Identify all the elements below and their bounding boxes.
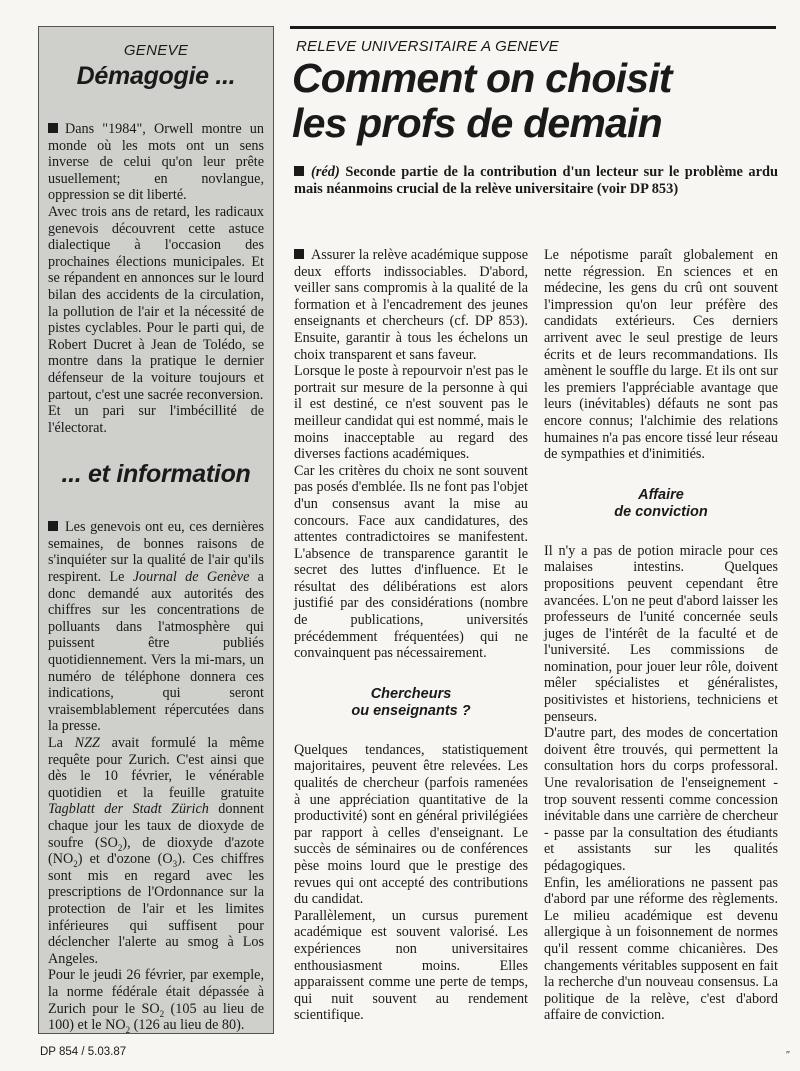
subhead-affaire: Affaire de conviction: [614, 486, 708, 520]
top-rule: [290, 26, 776, 29]
sidebar-text-2: [48, 519, 264, 1033]
sidebar-title: Démagogie ...: [76, 62, 236, 90]
sidebar-box: [38, 26, 274, 1034]
issue-footer: DP 854 / 5.03.87: [40, 1046, 127, 1058]
paragraph: Pour le jeudi 26 février, par exemple, la norme fédérale était dépassée à Zurich pour le $SO_2$ (105 au lieu de 100) et le $NO_2$ (126 au lieu de 80).: [48, 967, 265, 1035]
column-1: [294, 247, 528, 1024]
article-kicker: RELEVE UNIVERSITAIRE A GENEVE: [296, 38, 559, 55]
paragraph: La NZZ avait formulé la même requête pour Zurich. C'est ainsi que dès le 10 février, le vénérable quotidien et la feuille gratuite Tagblatt der Stadt Zürich donnent chaque jour les taux de dioxyde de soufre $(SO_2)$, de dioxyde d'azote $(NO_2)$ et d'ozone $(O_3)$. Ces chiffres sont mis en regard avec les prescriptions de l'Ordonnance sur la protection de l'air et les limites inférieures qui suffisent pour déclencher l'alerte au smog à Los Angeles.: [48, 735, 265, 967]
paragraph: Dans "1984", Orwell montre un monde où les mots ont un sens inverse de celui qu'on leur prête usuellement; en novlangue, oppression se dit liberté.: [48, 121, 264, 204]
bullet-square-icon: [294, 249, 304, 259]
paragraph: Lorsque le poste à repourvoir n'est pas le portrait sur mesure de la personne à qui il est destiné, ce n'est souvent pas le meilleur candidat qui est nommé, mais le moins inacceptable au regard des diverses factions académiques.: [294, 363, 528, 463]
sidebar-kicker: GENEVE: [123, 42, 189, 59]
bullet-square-icon: [48, 123, 58, 133]
bullet-square-icon: [294, 166, 304, 176]
paragraph: Enfin, les améliorations ne passent pas d'abord par une réforme des règlements. Le milieu académique est devenu allergique à un foisonnement de normes qu'il ressent comme chicanières. Des changements véritables supposent en fait la recherche d'un nouveau consensus. La politique de la relève, c'est d'abord affaire de conviction.: [544, 874, 778, 1024]
corner-mark: ″: [786, 1050, 791, 1061]
paragraph: Parallèlement, un cursus purement académique est souvent valorisé. Les expériences non universitaires enthousiasment moins. Elles apparaissent comme une perte de temps, qui nuit souvent au rendement scientifique.: [294, 907, 528, 1024]
paragraph: Les genevois ont eu, ces dernières semaines, de bonnes raisons de s'inquiéter sur la qualité de l'air qu'ils respirent. Le Journal de Genève a donc demandé aux autorités des chiffres sur les concentrations de polluants dans l'atmosphère qui puissent être publiés quotidiennement. Vers la mi-mars, un numéro de téléphone donnera ces indications, qui seront vraisemblablement répercutées dans la presse.: [48, 519, 264, 735]
subhead-chercheurs: Chercheurs ou enseignants ?: [351, 685, 471, 719]
paragraph: Car les critères du choix ne sont souvent pas posés d'emblée. Ils ne font pas l'objet d'un consensus avant la mise au concours. Face aux candidatures, des attentes contradictoires se manifestent. L'absence de transparence garantit le secret des luttes d'influence. Et le résultat des délibérations est alors justifié par des considérations (nombre de publications, universités précédemment fréquentées) qui ne convainquent pas nécessairement.: [294, 462, 528, 662]
paragraph: Et un pari sur l'imbécillité de l'électorat.: [48, 403, 264, 436]
paragraph: Avec trois ans de retard, les radicaux genevois découvrent cette astuce dialectique à l'occasion des prochaines élections municipales. Et se répandent en annonces sur le lourd bilan des accidents de la circulation, la pollution de l'air et la nécessité de pistes cyclables. Pour le parti qui, de Robert Ducret à Jean de Tolédo, se montre dans la pratique le dernier défenseur de la voiture toujours et partout, c'est une sacrée reconversion.: [48, 203, 264, 403]
paragraph: Il n'y a pas de potion miracle pour ces malaises intestins. Quelques propositions peuvent cependant être avancées. L'on ne peut d'abord laisser les professeurs de l'unité concernée seuls juges de l'intérêt de la faculté et de l'université. Les commissions de nomination, pour jouer leur rôle, doivent mêler spécialistes et généralistes, positivistes et historiens, techniciens et penseurs.: [544, 542, 778, 725]
paragraph: Assurer la relève académique suppose deux efforts indissociables. D'abord, veiller sans compromis à la qualité de la formation et à l'encadrement des jeunes enseignants et chercheurs (cf. DP 853). Ensuite, garantir à tous les échelons un choix transparent et sans faveur.: [294, 247, 528, 363]
paragraph: Quelques tendances, statistiquement majoritaires, peuvent être relevées. Les qualités de chercheur (parfois ramenées à une appréciation quantitative de la productivité) sont en général privilégiées par rapport à celles d'enseignant. Le succès de séminaires ou de conférences pèse moins lourd que le prestige des revues qui ont accepté des contributions du candidat.: [294, 741, 528, 908]
sidebar-text-1: [48, 121, 264, 436]
paragraph: Le népotisme paraît globalement en nette régression. En sciences et en médecine, les gens du crû ont souvent l'impression qu'on leur préfère des candidats extérieurs. Ces derniers arrivent avec le seul prestige de leurs écrits et de leurs recommandations. Ils amènent le souffle du large. Et ils ont sur les premiers l'appréciable avantage que leurs (inévitables) défauts ne sont pas encore connus; l'alchimie des relations humaines n'a pas encore tissé leur réseau de sympathies et d'inimitiés.: [544, 247, 778, 463]
article-headline: Comment on choisit les profs de demain: [292, 55, 672, 146]
bullet-square-icon: [48, 521, 58, 531]
article-lead: (réd) Seconde partie de la contribution d'un lecteur sur le problème ardu mais néanmoins crucial de la relève universitaire (voir DP 853): [294, 164, 778, 197]
paragraph: D'autre part, des modes de concertation doivent être trouvés, qui permettent la consultation hors du corps professoral. Une revalorisation de l'enseignement - trop souvent ressenti comme concession inévitable dans une carrière de chercheur - passe par la consultation des étudiants et assistants sur les qualités pédagogiques.: [544, 725, 778, 874]
sidebar-title-2: ... et information: [61, 460, 251, 489]
column-2: [544, 247, 778, 1024]
